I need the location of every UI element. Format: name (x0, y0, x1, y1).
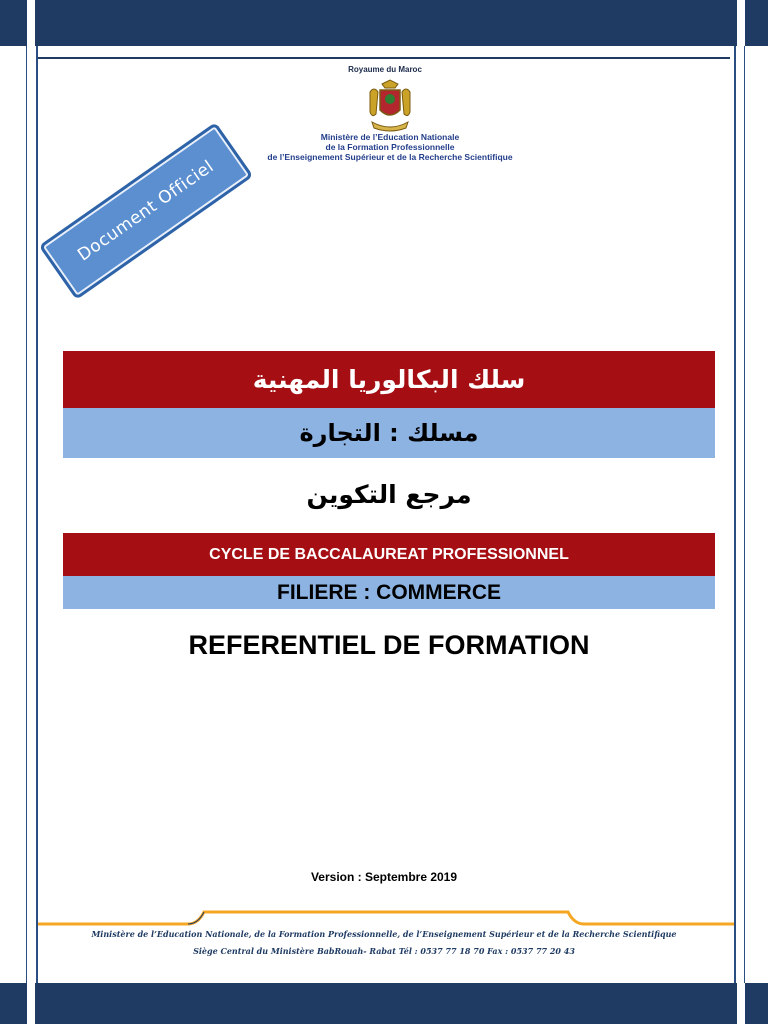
french-cycle-title: CYCLE DE BACCALAUREAT PROFESSIONNEL (209, 545, 569, 563)
french-filiere-title: FILIERE : COMMERCE (277, 580, 501, 604)
bottom-band-right-gap (737, 983, 745, 1024)
kingdom-label: Royaume du Maroc (348, 65, 422, 74)
ministry-line-2: de la Formation Professionnelle (325, 142, 455, 152)
footer-orange-line (38, 908, 734, 926)
french-referentiel-row (63, 622, 715, 668)
french-cycle-band (63, 533, 715, 576)
frame-outer-right-line (744, 46, 745, 983)
frame-outer-left-line (26, 46, 27, 983)
french-referentiel-title: REFERENTIEL DE FORMATION (188, 629, 590, 660)
top-band-right-gap (737, 0, 745, 46)
ministry-line-1: Ministère de l’Education Nationale (320, 132, 460, 142)
bottom-band (0, 983, 768, 1024)
frame-left-line (36, 46, 38, 983)
arabic-filiere-band (63, 408, 715, 458)
document-officiel-stamp (39, 122, 254, 300)
version-label: Version : Septembre 2019 (310, 870, 458, 884)
arabic-filiere-title: مسلك : التجارة (299, 419, 479, 447)
royal-emblem-icon (362, 78, 418, 134)
french-filiere-band (63, 576, 715, 609)
bottom-band-left-gap (27, 983, 35, 1024)
ministry-line-3: de l’Enseignement Supérieur et de la Recherche Scientifique (267, 152, 513, 162)
arabic-referentiel-row (63, 470, 715, 518)
top-band-left-gap (27, 0, 35, 46)
top-band (0, 0, 768, 46)
ministry-heading (240, 132, 540, 162)
stamp-label: Document Officiel (74, 156, 218, 266)
footer-address-line: Siège Central du Ministère BabRouah- Rabat Tél : 0537 77 18 70 Fax : 0537 77 20 43 (193, 946, 575, 956)
header-rule (38, 57, 730, 59)
arabic-referentiel-title: مرجع التكوين (306, 479, 472, 509)
frame-right-line (734, 46, 736, 983)
arabic-cycle-band (63, 351, 715, 408)
arabic-cycle-title: سلك البكالوريا المهنية (252, 365, 526, 394)
footer-ministry-line: Ministère de l’Education Nationale, de la Formation Professionnelle, de l’Enseignement Supérieur et de la Recherche Scientifique (91, 929, 677, 939)
